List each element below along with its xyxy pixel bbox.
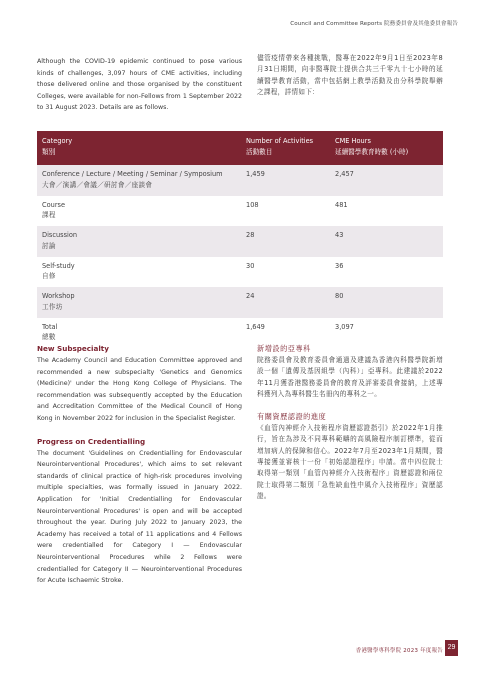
section-title-new-subspecialty-zh: 新增設的亞專科: [257, 344, 311, 353]
left-column: [37, 343, 242, 598]
footer-report-title: 香港醫學專科學院 2023 年度報告: [355, 648, 443, 654]
right-column: [257, 343, 443, 513]
table-header: [37, 131, 443, 165]
row-hours: 2,457: [335, 170, 354, 178]
table-row: [37, 287, 443, 318]
row-category-en: Course: [42, 200, 66, 209]
section-body-new-subspecialty-zh: 院務委員會及教育委員會通過及建議為香港內科醫學院新增設一個「遺傳及基因組學（內科）」亞專科。此建議於2022年11月獲香港醫務委員會的教育及評審委員會接納，上述專科獲列入為專科醫生名冊內的專科之一。: [257, 356, 443, 398]
table-row: [37, 257, 443, 288]
table-row: [37, 226, 443, 257]
row-activities: 24: [246, 292, 255, 300]
row-category-zh: 討論: [42, 241, 56, 250]
row-category-en: Conference / Lecture / Meeting / Seminar / Symposium: [42, 170, 223, 178]
row-category-zh: 總數: [42, 333, 56, 341]
row-activities: 1,649: [246, 322, 265, 331]
section-title-credentialling-zh: 有關資歷認證的進度: [257, 412, 327, 422]
page-header: Council and Committee Reports 院務委員會及其他委員會報告: [290, 21, 458, 27]
section-body-credentialling-zh: 《血管內神經介入技術程序資歷認證指引》於2022年1月推行，旨在為涉及不同專科範疇的高風險程序制訂標準，從而增加病人的保障和信心。2022年7月至2023年1月期間，醫專接獲並審核十一份「初始認證程序」申請。當中四位院士取得第一類別「血管內神經介入技術程序」資歷認證和兩位院士取得第二類別「急性缺血性中風介入技術程序」資歷認證。: [257, 424, 443, 500]
page-number: 29: [445, 640, 458, 656]
row-category-zh: 課程: [42, 211, 56, 219]
row-category-zh: 工作坊: [42, 302, 63, 311]
header-activities: Number of Activities 活動數目: [246, 137, 314, 156]
row-activities: 1,459: [246, 170, 265, 178]
row-hours: 3,097: [335, 322, 354, 331]
row-activities: 30: [246, 261, 255, 270]
row-category-en: Total: [42, 322, 58, 331]
row-hours: 481: [335, 200, 348, 209]
row-activities: 108: [246, 200, 259, 209]
section-body-new-subspecialty: The Academy Council and Education Committee approved and recommended a new subspecialty 'Genetics and Genomics (Medicine)' under the Hong Kong College of Physicians. The recommendation was subsequently accepted by the Education and Accreditation Committee of the Medical Council of Hong Kong in November 2022 for inclusion in the Specialist Register.: [37, 357, 242, 422]
intro-chinese: 儘管疫情帶來各種挑戰，醫專在2022年9月1日至2023年8月31日期間，向非醫專院士提供合共三千零九十七小時的延續醫學教育活動，當中包括網上教學活動及由分科學院舉辦之課程，詳情如下：: [257, 54, 443, 96]
row-category-en: Discussion: [42, 231, 78, 239]
section-title-new-subspecialty: New Subspecialty: [37, 344, 109, 353]
row-hours: 36: [335, 261, 344, 270]
table-row: [37, 165, 443, 196]
cme-table: [37, 131, 443, 348]
table-row: [37, 196, 443, 227]
header-category: Category 類別: [42, 137, 73, 156]
section-title-credentialling: Progress on Credentialling: [37, 436, 146, 446]
section-body-credentialling: The document 'Guidelines on Credentialling for Endovascular Neurointerventional Procedures', which aims to set relevant standards of clinical practice of high-risk procedures involving multiple specialties, was formally issued in January 2022. Application for 'Initial Credentialling for Endovascular Neurointerventional Procedures' is open and will be accepted throughout the year. During July 2022 to January 2023, the Academy has received a total of 11 applications and 4 Fellows were credentialled for Category I — Endovascular Neurointerventional Procedures while 2 Fellows were credentialled for Category II — Neurointerventional Procedures for Acute Ischaemic Stroke.: [37, 449, 242, 585]
row-category-zh: 大會／演講／會議／研討會／座談會: [42, 180, 153, 189]
row-activities: 28: [246, 231, 255, 239]
row-category-en: Self-study: [42, 261, 75, 270]
row-hours: 80: [335, 292, 344, 300]
intro-english: Although the COVID-19 epidemic continued to pose various kinds of challenges, 3,097 hours of CME activities, including those delivered online and those organised by the constituent Colleges, were available for non-Fellows from 1 September 2022 to 31 August 2023. Details are as follows.: [37, 58, 242, 112]
row-category-en: Workshop: [42, 292, 75, 300]
row-category-zh: 自修: [42, 272, 56, 280]
row-hours: 43: [335, 231, 344, 239]
header-hours: CME Hours 延續醫學教育時數 (小時): [335, 137, 409, 156]
